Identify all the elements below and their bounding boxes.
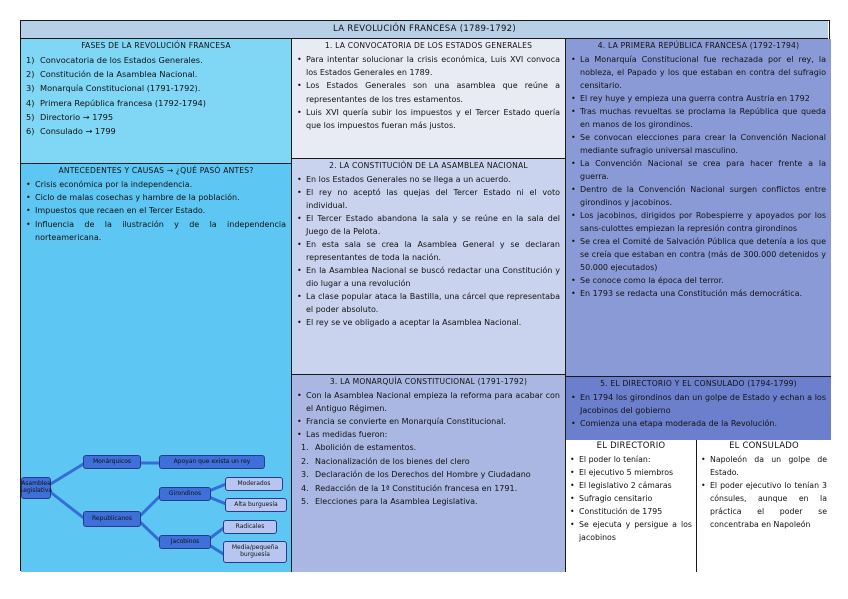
constitucion-list [297, 173, 560, 329]
list-item: • Se crea el Comité de Salvación Pública que detenía a los que se creía que estaban en contra (más de 300.000 detenidos y 50.000 ejecutados) [571, 235, 826, 274]
summary-sheet [20, 20, 830, 571]
antecedentes-heading: ANTECEDENTES Y CAUSAS → ¿QUÉ PASÓ ANTES? [58, 166, 254, 175]
list-item: • En esta sala se crea la Asamblea General y se declaran representantes de toda la nación. [297, 238, 560, 264]
list-item: • Tras muchas revueltas se proclama la República que queda en manos de los girondinos. [571, 105, 826, 131]
page-title: LA REVOLUCIÓN FRANCESA (1789-1792) [21, 21, 828, 39]
list-item: • Dentro de la Convención Nacional surgen conflictos entre girondinos y jacobinos. [571, 183, 826, 209]
node-apoyan-rey: Apoyan que exista un rey [159, 455, 265, 469]
list-item: • Con la Asamblea Nacional empieza la reforma para acabar con el Antiguo Régimen. [297, 389, 560, 415]
list-item: • La Convención Nacional se crea para hacer frente a la guerra. [571, 157, 826, 183]
list-item: • En 1793 se redacta una Constitución más democrática. [571, 287, 826, 300]
list-item: 5. Elecciones para la Asamblea Legislativa. [301, 497, 478, 506]
list-item: • Se convocan elecciones para crear la Convención Nacional mediante sufragio universal masculino. [571, 131, 826, 157]
list-item: • Ciclo de malas cosechas y hambre de la población. [26, 191, 286, 204]
list-item: 2. Nacionalización de los bienes del clero [301, 456, 470, 466]
node-moderados: Moderados [225, 477, 283, 491]
node-media-pequena-burguesia: Media/pequeña burguesía [223, 541, 287, 563]
directorio-consulado-heading: 5. EL DIRECTORIO Y EL CONSULADO (1794-1799) [600, 379, 797, 388]
list-item: • Sufragio censitario [570, 492, 692, 505]
republica-heading: 4. LA PRIMERA REPÚBLICA FRANCESA (1792-1794) [597, 41, 800, 50]
fases-list [26, 53, 286, 138]
list-item: 6) Consulado → 1799 [26, 126, 116, 137]
list-item: • Influencia de la ilustración y de la independencia norteamericana. [26, 218, 286, 244]
consulado-column [697, 440, 831, 572]
node-asamblea-legislativa: Asamblea Legislativa [21, 477, 51, 499]
asamblea-legislativa-diagram [21, 421, 292, 571]
list-item: 4. Redacción de la 1ª Constitución francesa en 1791. [301, 483, 518, 493]
list-item: • En la Asamblea Nacional se buscó redactar una Constitución y dio lugar a una revolución [297, 264, 560, 290]
node-radicales: Radicales [223, 520, 277, 534]
list-item: • El Tercer Estado abandona la sala y se reúne en la sala del Juego de la Pelota. [297, 212, 560, 238]
list-item: • El rey huye y empieza una guerra contra Austria en 1792 [571, 92, 826, 105]
list-item: • El poder lo tenían: [570, 453, 692, 466]
list-item: • La clase popular ataca la Bastilla, una cárcel que representaba el poder absoluto. [297, 290, 560, 316]
list-item: 3. Declaración de los Derechos del Hombre y Ciudadano [301, 470, 531, 479]
list-item: • El rey no aceptó las quejas del Tercer Estado ni el voto individual. [297, 186, 560, 212]
list-item: • Constitución de 1795 [570, 505, 692, 518]
list-item: • Los Estados Generales son una asamblea que reúne a representantes de los tres estamentos. [297, 79, 560, 105]
directorio-consulado-table [566, 440, 831, 572]
consulado-title: EL CONSULADO [729, 441, 799, 451]
list-item: • Francia se convierte en Monarquía Constitucional. [297, 415, 560, 428]
list-item: 3) Monarquía Constitucional (1791-1792). [26, 83, 201, 94]
monarquia-section [292, 375, 566, 572]
list-item: 1. Abolición de estamentos. [301, 443, 417, 452]
list-item: • Para intentar solucionar la crisis económica, Luis XVI convoca los Estados Generales en 1789. [297, 53, 560, 79]
monarquia-heading: 3. LA MONARQUÍA CONSTITUCIONAL (1791-1792) [329, 377, 528, 386]
fases-heading: FASES DE LA REVOLUCIÓN FRANCESA [81, 41, 231, 50]
list-item: • Se ejecuta y persigue a los jacobinos [570, 518, 692, 544]
list-item: • Se conoce como la época del terror. [571, 274, 826, 287]
list-item: • Impuestos que recaen en el Tercer Estado. [26, 204, 286, 217]
list-item: • Las medidas fueron: [297, 428, 560, 441]
directorio-column [566, 440, 697, 572]
directorio-list [570, 453, 692, 544]
list-item: • El rey se ve obligado a aceptar la Asamblea Nacional. [297, 316, 560, 329]
node-alta-burguesia: Alta burguesía [225, 498, 287, 512]
consulado-list [701, 453, 827, 531]
list-item: 5) Directorio → 1795 [26, 111, 114, 122]
republica-list [571, 53, 826, 300]
monarquia-list [297, 389, 560, 441]
convocatoria-section [292, 39, 566, 159]
list-item: • Comienza una etapa moderada de la Revolución. [571, 417, 826, 430]
list-item: 4) Primera República francesa (1792-1794) [26, 97, 206, 108]
node-girondinos: Girondinos [159, 487, 211, 501]
directorio-title: EL DIRECTORIO [596, 441, 666, 451]
list-item: • Los jacobinos, dirigidos por Robespierre y apoyados por los sans-culottes empiezan la represión contra girondinos [571, 209, 826, 235]
list-item: • Luis XVI quería subir los impuestos y el Tercer Estado quería que los impuestos fueran más justos. [297, 106, 560, 132]
list-item: • Crisis económica por la independencia. [26, 178, 286, 191]
convocatoria-heading: 1. LA CONVOCATORIA DE LOS ESTADOS GENERALES [324, 41, 533, 50]
list-item: • La Monarquía Constitucional fue rechazada por el rey, la nobleza, el Papado y los que estaban en contra del sufragio censitario. [571, 53, 826, 92]
node-monarquicos: Monárquicos [83, 455, 141, 469]
republica-section [566, 39, 831, 377]
node-republicanos: Republicanos [83, 511, 141, 527]
list-item: • En 1794 los girondinos dan un golpe de Estado y echan a los Jacobinos del gobierno [571, 391, 826, 417]
list-item: • El ejecutivo 5 miembros [570, 466, 692, 479]
constitucion-section [292, 159, 566, 375]
convocatoria-list [297, 53, 560, 132]
constitucion-heading: 2. LA CONSTITUCIÓN DE LA ASAMBLEA NACIONAL [329, 161, 528, 170]
list-item: • En los Estados Generales no se llega a un acuerdo. [297, 173, 560, 186]
fases-section [21, 39, 292, 164]
antecedentes-list [26, 178, 286, 244]
directorio-consulado-section [566, 377, 831, 440]
list-item: 2) Constitución de la Asamblea Nacional. [26, 69, 198, 80]
list-item: 1) Convocatoria de los Estados Generales. [26, 55, 203, 65]
list-item: • El legislativo 2 cámaras [570, 479, 692, 492]
medidas-list [297, 441, 560, 509]
list-item: • El poder ejecutivo lo tenían 3 cónsules, aunque en la práctica el poder se concentraba en Napoleón [701, 479, 827, 531]
node-jacobinos: Jacobinos [159, 535, 211, 549]
list-item: • Napoleón da un golpe de Estado. [701, 453, 827, 479]
directorio-consulado-list [571, 391, 826, 430]
